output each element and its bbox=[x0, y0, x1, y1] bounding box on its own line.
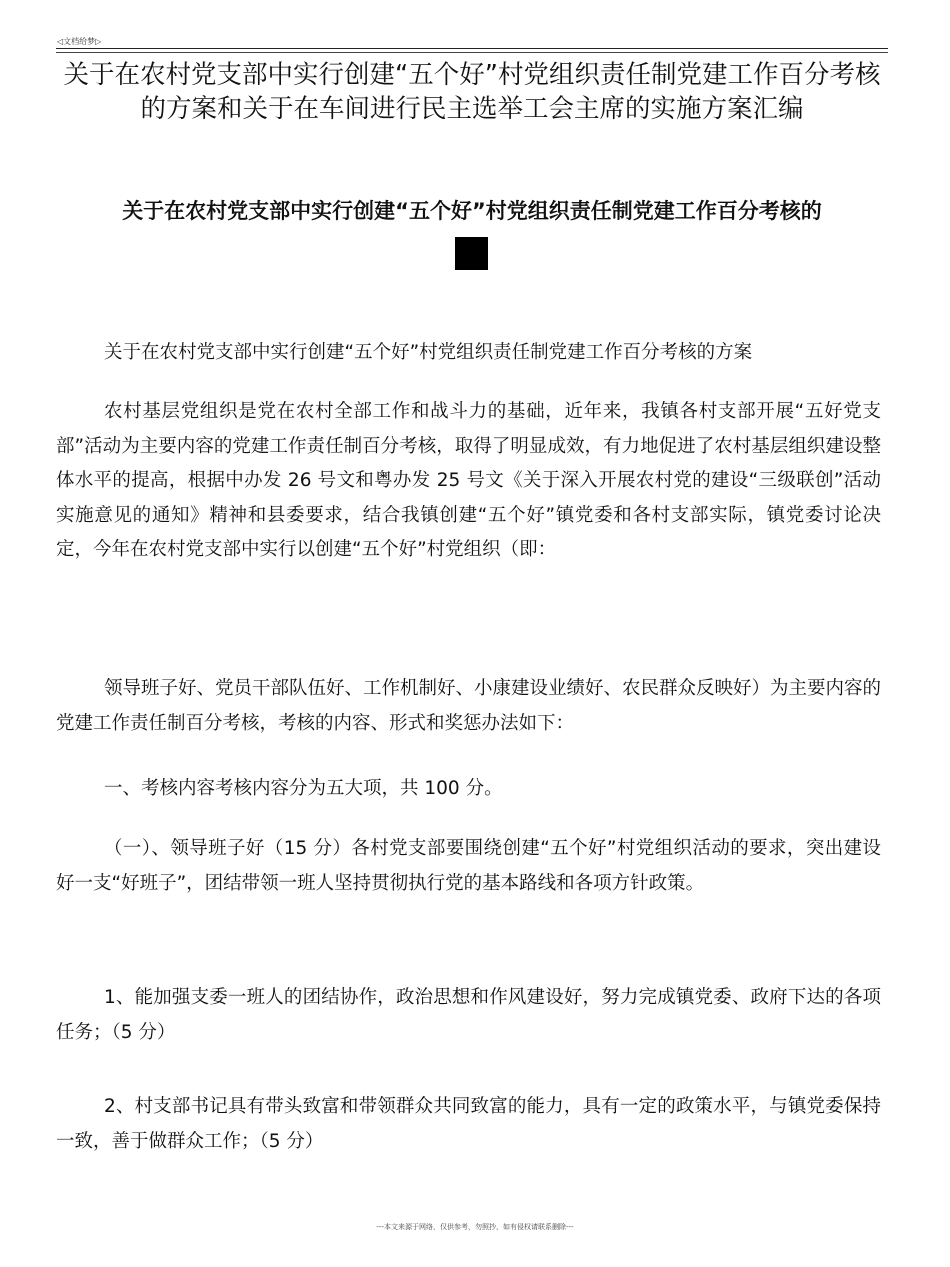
paragraph-heading: 关于在农村党支部中实行创建“五个好”村党组织责任制党建工作百分考核的方案 bbox=[104, 342, 753, 363]
header-rule bbox=[56, 48, 888, 49]
document-title: 关于在农村党支部中实行创建“五个好”村党组织责任制党建工作百分考核的方案和关于在车间进行民主选举工会主席的实施方案汇编 bbox=[63, 60, 881, 124]
subsection-1: （一）、领导班子好（15 分）各村党支部要围绕创建“五个好”村党组织活动的要求，突出建设好一支“好班子”，团结带领一班人坚持贯彻执行党的基本路线和各项方针政策。 bbox=[56, 838, 881, 894]
header-mark: ◁文档给梦▷ bbox=[57, 37, 102, 46]
item-2: 2、村支部书记具有带头致富和带领群众共同致富的能力，具有一定的政策水平，与镇党委保持一致，善于做群众工作；（5 分） bbox=[56, 1096, 881, 1152]
section-heading-1: 一、考核内容考核内容分为五大项，共 100 分。 bbox=[104, 778, 503, 799]
footer-note: ---本文来源于网络，仅供参考，勿照抄，如有侵权请联系删除--- bbox=[376, 1223, 574, 1231]
header-rule-thin bbox=[56, 52, 888, 53]
paragraph-criteria: 领导班子好、党员干部队伍好、工作机制好、小康建设业绩好、农民群众反映好）为主要内容的党建工作责任制百分考核，考核的内容、形式和奖惩办法如下： bbox=[56, 678, 882, 734]
item-1: 1、能加强支委一班人的团结协作，政治思想和作风建设好，努力完成镇党委、政府下达的各项任务；（5 分） bbox=[56, 987, 881, 1043]
paragraph-intro: 农村基层党组织是党在农村全部工作和战斗力的基础，近年来，我镇各村支部开展“五好党支部”活动为主要内容的党建工作责任制百分考核，取得了明显成效，有力地促进了农村基层组织建设整体水平的提高，根据中办发 26 号文和粤办发 25 号文《关于深入开展农村党的建设“三级联创”活动实施意见的通知》精神和县委要求，结合我镇创建“五个好”镇党委和各村支部实际，镇党委讨论决定，今年在农村党支部中实行以创建“五个好”村党组织（即： bbox=[56, 401, 881, 560]
redaction-block bbox=[455, 237, 488, 270]
section-title: 关于在农村党支部中实行创建“五个好”村党组织责任制党建工作百分考核的 bbox=[122, 199, 822, 223]
